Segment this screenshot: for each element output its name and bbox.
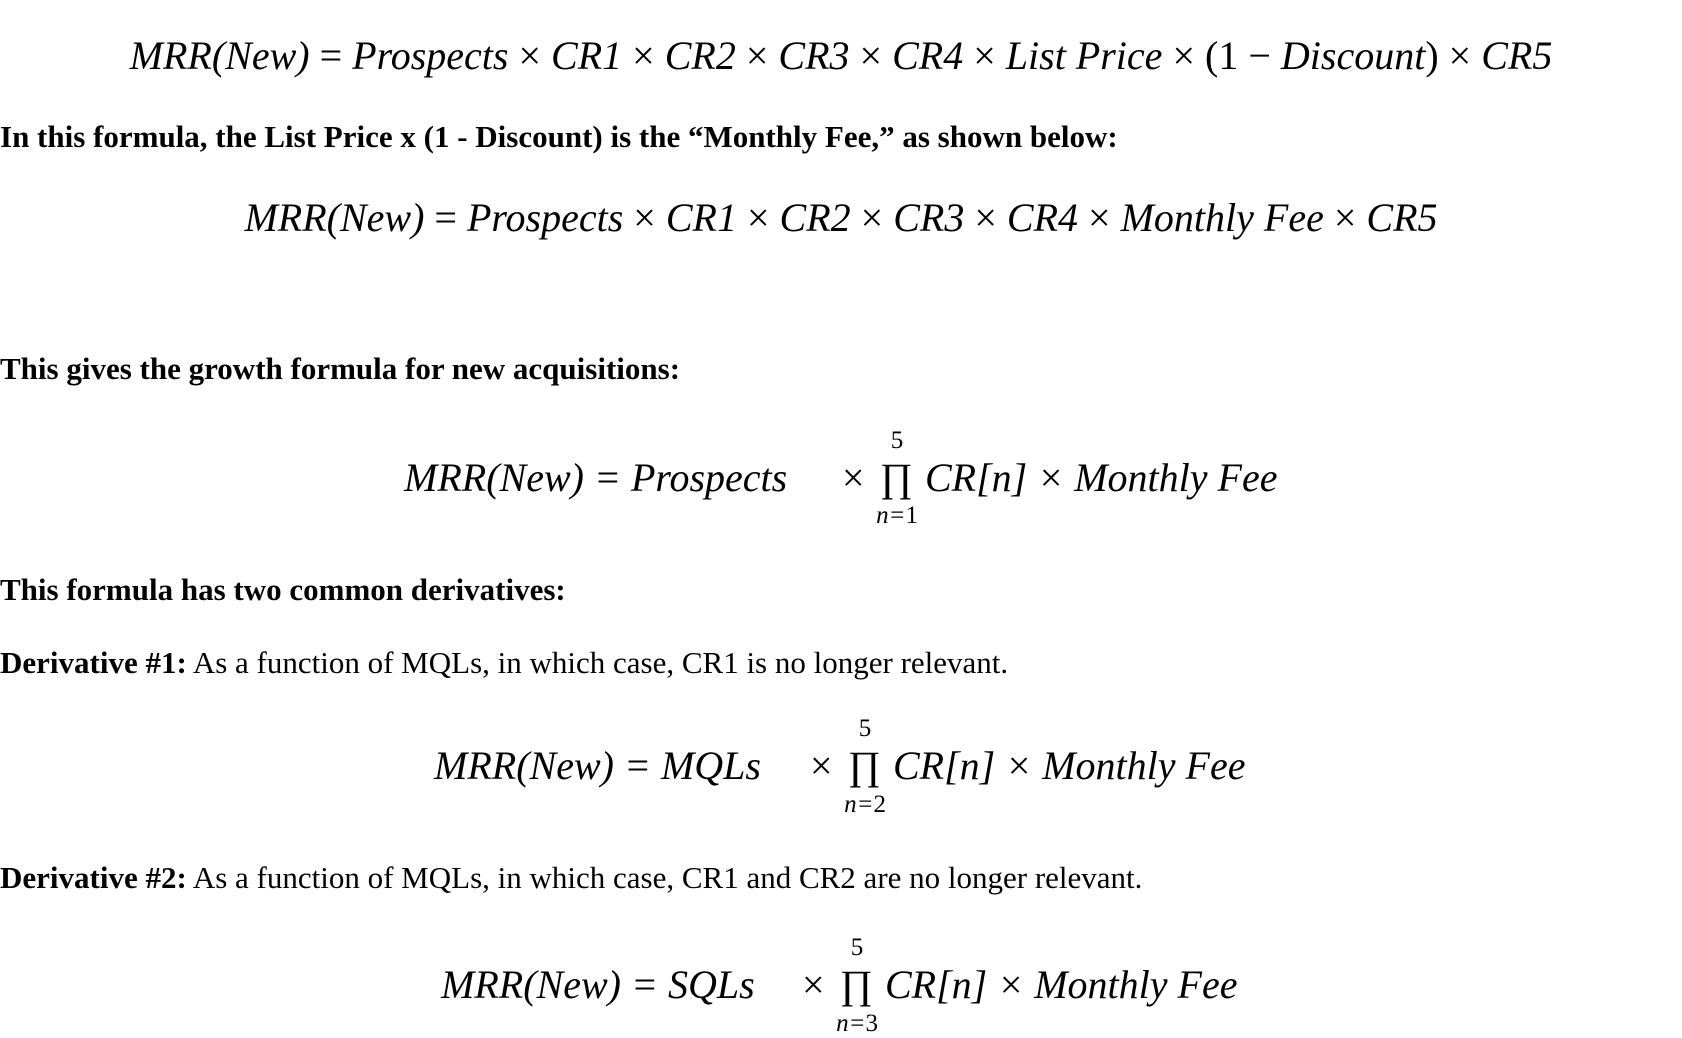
- paragraph-derivative-1: Derivative #1: As a function of MQLs, in which case, CR1 is no longer relevant.: [0, 645, 1009, 680]
- paragraph-derivatives-intro: This formula has two common derivatives:: [0, 572, 566, 607]
- equation-mrr-list-price: MRR(New) = Prospects × CR1 × CR2 × CR3 × CR4 × List Price × (1 − Discount) × CR5: [129, 33, 1553, 78]
- paragraph-derivative-2: Derivative #2: As a function of MQLs, in which case, CR1 and CR2 are no longer relevant.: [0, 860, 1143, 895]
- paragraph-growth-formula-intro: This gives the growth formula for new acquisitions:: [0, 351, 681, 386]
- equation-mrr-monthly-fee: MRR(New) = Prospects × CR1 × CR2 × CR3 × CR4 × Monthly Fee × CR5: [244, 195, 1438, 240]
- paragraph-monthly-fee-intro: In this formula, the List Price x (1 - Discount) is the “Monthly Fee,” as shown below:: [0, 119, 1118, 154]
- product-symbol: ∏: [848, 743, 881, 788]
- product-symbol: ∏: [840, 962, 873, 1007]
- eq-lhs: MRR(New): [129, 33, 310, 78]
- product-symbol: ∏: [880, 455, 913, 500]
